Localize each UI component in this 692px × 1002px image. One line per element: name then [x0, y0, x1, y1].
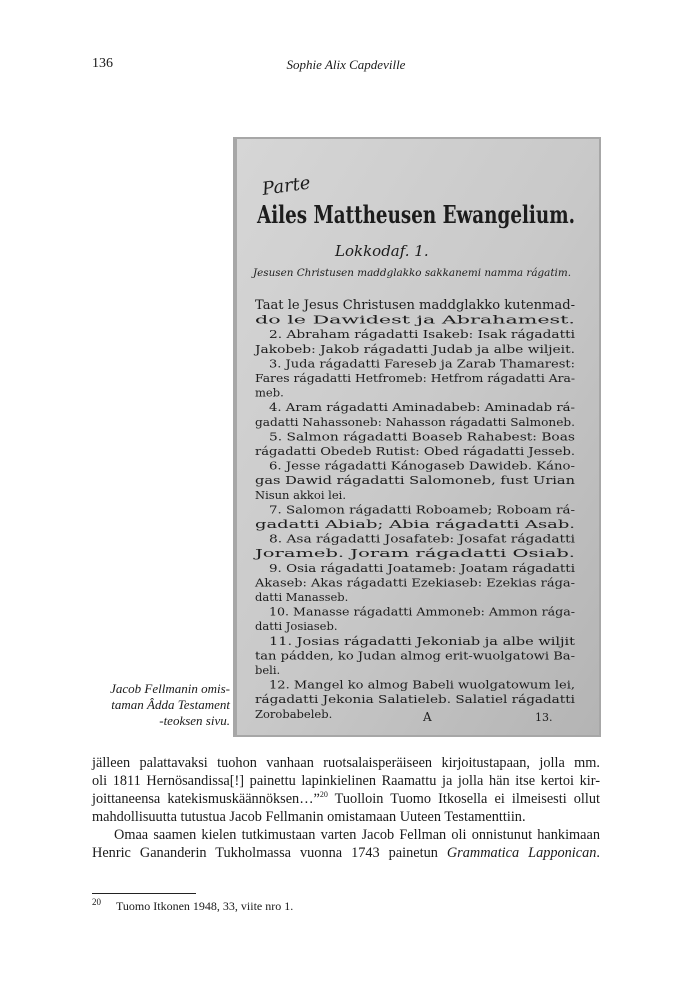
printed-line: gas Dawid rágadatti Salomoneb, fust Urian — [255, 473, 576, 488]
body-text — [92, 754, 600, 862]
text-line: Omaa saamen kielen tutkimustaan varten Jacob Fellman oli onnistunut hankimaan — [114, 827, 600, 843]
caption-line: -teoksen sivu. — [159, 713, 230, 728]
paragraph — [92, 754, 600, 826]
figure-photo — [233, 137, 601, 737]
printed-line: 2. Abraham rágadatti Isakeb: Isak rágadatti — [269, 327, 576, 342]
text-line — [92, 844, 600, 862]
book-page-image — [233, 137, 601, 737]
printed-line: 5. Salmon rágadatti Boaseb Rahabest: Boas — [269, 429, 576, 444]
printed-line: do le Dawidest ja Abrahamest. — [255, 312, 575, 327]
chapter-headline: Jesusen Christusen maddglakko sakkanemi namma rágatim. — [250, 268, 572, 279]
printed-line: 11. Josias rágadatti Jekoniab ja albe wiljit — [269, 633, 576, 648]
printed-line: 10. Manasse rágadatti Ammoneb: Ammon rága- — [269, 604, 576, 619]
page-title-text: Ailes Mattheusen Ewangelium. — [256, 200, 575, 229]
book-title: Grammatica Lapponican — [446, 845, 597, 861]
running-head: Sophie Alix Capdeville — [286, 57, 406, 72]
text-line: jälleen palattavaksi tuohon vanhaan ruotsalaisperäiseen kirjoitustapaan, jolla mm. — [92, 755, 600, 771]
caption-line: Jacob Fellmanin omis- — [110, 681, 230, 696]
printed-line: 7. Salomon rágadatti Roboameb; Roboam rá- — [269, 502, 576, 517]
printed-line: Fares rágadatti Hetfromeb: Hetfrom rágadatti Ara- — [255, 371, 576, 385]
printed-line: datti Manasseb. — [255, 590, 349, 604]
figure-caption — [92, 681, 230, 729]
footnote-reference[interactable]: 20 — [319, 790, 328, 800]
printed-line: gadatti Nahassoneb: Nahasson rágadatti Salmoneb. — [255, 414, 575, 429]
printed-line: Nisun akkoi lei. — [255, 487, 346, 502]
page-number: 136 — [92, 56, 113, 71]
text-line — [92, 790, 600, 808]
printed-line: Jorameb. Joram rágadatti Osiab. — [253, 546, 576, 561]
caption-line: taman Âdda Testament — [111, 697, 230, 712]
footnote: 20 Tuomo Itkonen 1948, 33, viite nro 1. — [92, 897, 294, 913]
annotation-top: Parte — [260, 172, 312, 200]
printed-line: tan pádden, ko Judan almog erit-wuolgatowi Ba- — [255, 648, 576, 663]
printed-line: 6. Jesse rágadatti Kánogaseb Dawideb. Káno- — [269, 458, 576, 473]
printed-line: beli. — [255, 663, 281, 677]
text-segment: Henric Gananderin Tukholmassa vuonna 1743 painetun — [92, 845, 447, 861]
signature-mark: A — [423, 710, 432, 724]
printed-line: Akaseb: Akas rágadatti Ezekiaseb: Ezekias rága- — [253, 575, 576, 590]
text-segment: Tuolloin Tuomo Itkosella ei ilmeisesti ollut — [327, 791, 600, 807]
printed-line: datti Josiaseb. — [255, 619, 338, 634]
printed-line: Jakobeb: Jakob rágadatti Judab ja albe wiljeit. — [253, 341, 576, 356]
printed-line: Zorobabeleb. — [255, 706, 333, 721]
printed-line: rágadatti Obedeb Rutist: Obed rágadatti Jesseb. — [255, 444, 575, 458]
text-line: oli 1811 Hernösandissa[!] painettu lapinkielinen Raamattu ja jolla hän itse kertoi kir- — [92, 773, 600, 789]
printed-line: Taat le Jesus Christusen maddglakko kutenmad- — [255, 298, 575, 313]
printed-line: meb. — [255, 385, 284, 400]
printed-page-number: 13. — [535, 711, 553, 724]
printed-line: 3. Juda rágadatti Fareseb ja Zarab Thamarest: — [269, 356, 575, 371]
printed-line: 4. Aram rágadatti Aminadabeb: Aminadab rá- — [269, 400, 576, 415]
footnote-divider — [92, 893, 196, 894]
text-segment: joittaneensa katekismuskäännöksen…” — [92, 791, 320, 807]
text-segment: . — [596, 845, 600, 861]
footnote-text: Tuomo Itkonen 1948, 33, viite nro 1. — [116, 899, 294, 913]
paragraph — [92, 826, 600, 862]
printed-line: 8. Asa rágadatti Josafateb: Josafat rágadatti — [269, 531, 576, 546]
printed-line: 12. Mangel ko almog Babeli wuolgatowum lei, — [269, 677, 575, 692]
text-line: mahdollisuutta tutustua Jacob Fellmanin omistamaan Uuteen Testamenttiin. — [92, 809, 526, 825]
printed-line: 9. Osia rágadatti Joatameb: Joatam rágadatti — [269, 560, 576, 575]
chapter-heading: Lokkodaf. 1. — [335, 242, 429, 260]
printed-line: rágadatti Jekonia Salatieleb. Salatiel rágadatti — [255, 692, 576, 707]
printed-text-lines — [253, 298, 575, 721]
printed-line: gadatti Abiab; Abia rágadatti Asab. — [255, 517, 575, 531]
